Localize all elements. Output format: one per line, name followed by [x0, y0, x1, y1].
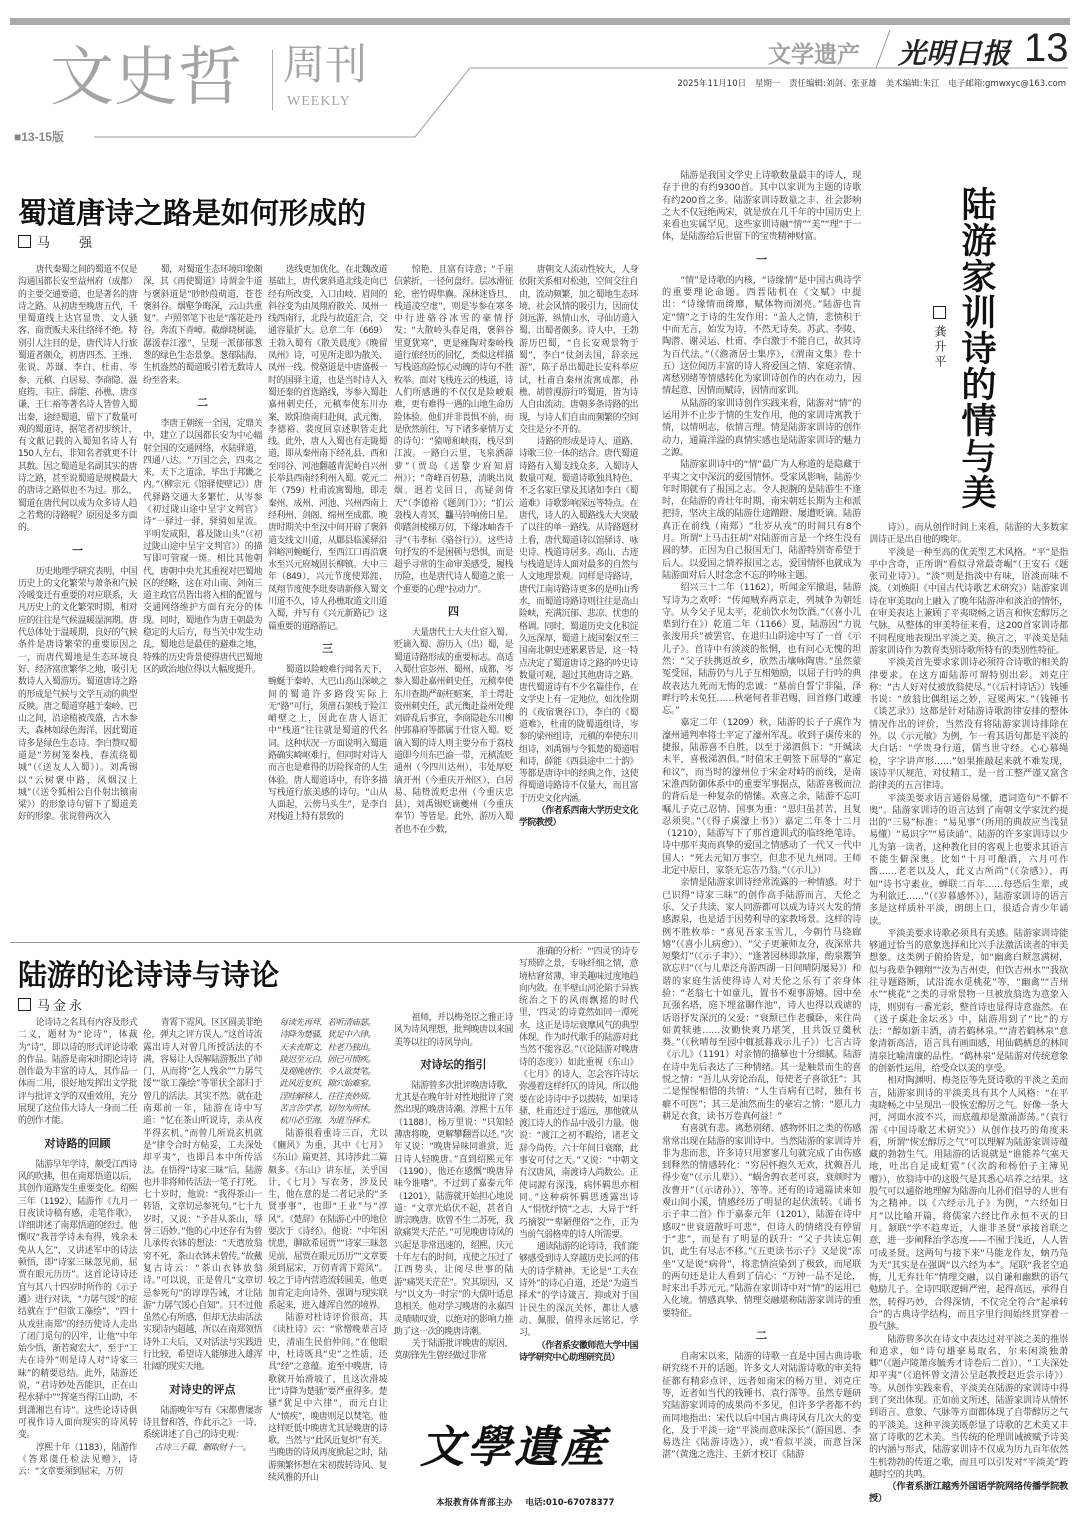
author-box-icon: [18, 235, 31, 248]
paragraph: 陆游晚年写有《宋都曹屡寄诗且督和答，作此示之》一诗，系统讲述了自己的诗史观：: [143, 1405, 262, 1441]
article1-column: [268, 264, 387, 824]
paragraph: 淳熙十年（1183），陆游作《答郑虞任检法见赠》，诗云：“文章要须到屈宋，万仞: [18, 1442, 137, 1478]
article3-column: [662, 170, 861, 1462]
article2-column: [18, 1017, 137, 1478]
literary-heritage-logo: [420, 1420, 608, 1476]
article-divider: [10, 942, 640, 943]
poem-line: 陵迟至元白，固已可愤疾。: [279, 1054, 376, 1065]
paragraph: 准确的分析：“‘四灵’的诗专写琐碎之景，专咏纤细之情，意境枯窘贫薄，审美趣味过度地趋向内敛。在半壁山河沦陷于异族统治之下的风雨飘摇的时代里，‘四灵’的诗竟然如同一潭死水，这正是诗坛衰靡风气的典型体现。作为时代歌手的陆游对此当然不能容忍。”（《论陆游对晚唐诗的态度》）如此重视《东山》《七月》的诗人，怎会容许诗坛弥漫着这样纤仄的诗风。所以他要在论诗诗中予以拨转，如果诗骚、杜甫还过于遥远，那他就从渡江诗人的作品中汲引力量。他说：“渡江之初不暇给，诸老文辞今尚传。六十年间日衰靡，此事安可付之天。”又说：“中朝文有汉唐风，南渡诗人尚数公。正使词源有深浅，病怀羁思亦相同。”这种病怀羁思透露出诗人“悁忧纾愤”之志，大异于“纤巧摘裂”“卑陋俚俗”之作，正为当前气弱格卑的诗人所需要。: [519, 947, 638, 1240]
poem-line: 杭川必至海，为道当择术。: [279, 1116, 376, 1127]
paragraph: 蜀道以险峻难行闻名天下，蜿蜒于秦岭、大巴山高山深峡之间的蜀道许多路段实际上无“路”可行，须凿石架栈于险江峭壁之上，因此在唐人语汇中“栈道”往往就是蜀道的代名词。这种状况一方面说明入蜀道路确实崎岖难行，但同时对诗人而言也是难得的历险探奇的人生体验。唐人蜀道诗中，有许多描写栈道行旅美感的诗句。“山从人面起，云傍马头生”，是李白对栈道上特有景致的: [268, 664, 387, 823]
author-name: 马 强: [37, 236, 101, 251]
paragraph: 亲情是陆游家训诗经常流露的一种情感。对于已识得“诗家三昧”的创作高手陆游而言，天伦之乐、父子共读、家人同游都可以成为诗兴大发的情感源泉，也是适于因势利导的家教场景。这样的诗例不胜枚举：“喜见吾家玉雪儿，今朝竹马绕廊嬉”（《喜小儿病愈》）、“父子更兼师友分，夜深常共短檠灯”（《示子聿》）、“逢著园林即款扉，酌泉鬻笋欲忘归”（《与儿辈泛舟游西湖一日间晴阴屡易》）和谐的家庭生活使得诗人对天伦之乐有了亲身体验：“老翁七十如童儿，置书不观事游嬉。园中垒瓦强名塔，庭下埋盆聊作池”，诗人也得以戏谑的话语抒发深沉的父爱：“衰颓已作老骥卧，来往尚如黄犊驰……汝勤快爽乃堪笑，且共饭豆羹秋葵。”（《秋晴每至园中辄抵暮戏示儿子》）七言古诗《示儿》（1191）对亲情的描摹也十分细腻。陆游在诗中先后表达了三种情绪。其一是触景而生的喜悦之情：“吾儿从旁论治乱，每使老子喜欲狂”；其二是惺惺相惜的共情：“人生百病有已时，独有书癖不可医”；其三是油然而生的豪宕之情：“愿儿力耕足衣食，读书万卷真何益！”: [662, 877, 861, 1122]
section-heading: 一: [756, 252, 767, 266]
poem-line: 此风近复炽，隙穴始难窒。: [279, 1079, 376, 1090]
paragraph: 陆游是我国文学史上诗歌数量最丰的诗人，现存于世的有约9300首。其中以家训为主题的诗歌有约200首之多。陆游家训诗数量之丰、社会影响之大不仅冠绝两宋，就是放在几千年的中国历史上来看也实属罕见。这些家训诗融“情”“美”“理”于一体，是陆游给后世留下的宝贵精神财富。: [662, 170, 861, 243]
poem-line: 天未丧斯文，杜老乃独出。: [279, 1042, 376, 1053]
author-credit: （作者系浙江越秀外国语学院网络传播学院教授）: [869, 1481, 1068, 1505]
article1-column: [519, 264, 638, 830]
page-number: 13: [1024, 26, 1069, 70]
paragraph: 通读陆游的论诗诗，我们能够感受到诗人穿越历史长河的伟大的诗学精神。无论是“工夫在诗外”的诗心自道，还是“为道当择术”的学诗箴言，抑或对于国计民生的深沉关怀，都让人感动、佩服，值得永远铭记、学习。: [519, 1242, 638, 1339]
paragraph: 自南宋以来，陆游的诗歌一直是中国古典诗歌研究绕不开的话题。许多文人对陆游诗歌的审美特征都有精彩点评，远者如南宋的杨万里、刘克庄等，近者如当代的钱锺书、袁行霈等。虽然专题研究陆游家训诗的成果尚不多见，但许多学者都不约而同地指出：宋代以后中国古典诗风有几次大的变化，及于平淡一途“平淡而意味深长”（游国恩、李易选注《陆游诗选》），或“看似平淡，而意旨深湛”（黄逸之选注、王新才校订《陆游: [662, 1351, 861, 1461]
section-heading: 对诗史的评点: [169, 1382, 236, 1396]
page-range: ■13-15版: [14, 130, 64, 144]
paragraph: 选线更加优化。在北魏改道基础上，唐代褒斜道北线走向已经有所改变，入口由岐、眉间的斜谷变为由凤翔府散关、凤州一线西南行，北段与故道汇合，交通容量扩大。总章二年（669）王勃入蜀有《散关晨度》《晚留凤州》诗，可见所走即为散关、凤州一线。傥骆道是中唐盛极一时的国驿主道，也是当时诗人入蜀还秦的首选路线，岑参入蜀赴嘉州刺史任，元稹奉使东川办案，欧阳詹南归赴闽，武元衡、李德裕、裴度回京述职皆走此线。此外，唐人入蜀也有走陇蜀道，即从秦州南下经礼县、西和至同谷、河池翻越青泥岭自兴州长举县西南经利州入蜀。乾元二年（759）杜甫流寓蜀地，即走秦州、成州、河池、兴州西南上经利州、剑阁、绵州至成都。晚唐时期关中至汉中间开辟了褒斜道支线文川道，从郿县临溪驿沿斜峪河蜿蜒行，至西江口再沿褒水至兴元府城固长柳镇。大中三年（849），兴元节度使郑涯、凤翔节度使李玭奏请新修入蜀文川道不久，诗人孙樵取道文川道入蜀，并写有《兴元新路记》这篇重要的道路游记。: [268, 265, 387, 632]
paragraph: 祖师，并以梅尧臣之雅正诗风为诗风理想，批判晚唐以来圆美等以往的诗风导向。: [394, 1013, 513, 1048]
article2-title: 陆游的论诗诗与诗论: [18, 958, 280, 992]
paragraph: 关于陆游批评晚唐的原因，莫砺锋先生曾经做过非常: [394, 1339, 513, 1362]
author-credit: （作者系西南大学历史文化学院教授）: [519, 806, 638, 829]
section-heading: 对诗坛的指引: [420, 1057, 487, 1071]
phone: 电话:010-67078377: [525, 1498, 615, 1508]
paragraph: 惊艳，且富有诗意；“千崖信萦折，一径何盘纡。层冰滑征轮，密竹碍隼旟。深林迷昏旦，栈道凌空虚”，则是岑参在寒冬中行进骆谷冰雪的豪情抒发；“大散岭头春足雨，褒斜谷里夏犹寒”，更是雍陶对秦岭栈道行旅经历的回忆，类似这样描写栈道高险惊心动魄的诗句不胜枚举。面对飞栈连云的栈道，诗人们所感遇的不仅仅是险峻艰难，更有难得一遇的山地生命历险体验。他们并非畏惧不前，而是欣然前往，写下诸多豪情万丈的诗句：“猿啼和峡雨，栈尽到江波。一路白云里，飞泉洒薜萝”（贾岛《送黎少府知眉州》）；“奇峰百仞悬，清眺出岚烟。迥若戈回日，高疑剑倚天”（李德裕《题剑门》）；“扪云袅栈人青冥，龘马铃响傍日星。仰踏剑棱梯万仞，下缘冰岫杳千寻”（韦孝标《骆谷行》）。这些诗句抒发的不是困顿与恐惧，而是超乎寻常的生命审美感受，履栈历险，也是唐代诗人蜀道之旅一个重要的心理“拉动力”。: [394, 265, 513, 595]
paragraph: 李唐王朝统一全国，定鼎关中，建立了以国都长安为中心辐射全国的交通网络，水陆驿道，四通八达。“万国之会，四夷之来，天下之道涂，毕出于邦畿之内。”（柳宗元《馆驿使壁记》）唐代驿路交通大多繁忙，从岑参《初过陇山途中呈宇文判官》诗“一驿过一驿，驿骑如星流。平明发咸阳，暮及陇山头”（《初过陇山途中呈宇文判官》）的描写即可管窥一斑。相比其他朝代，唐朝中央尤其重视对巴蜀地区的经略，这在对山南、剑南三道主政官员皆出将入相的配置与交通网络维护方面有充分的体现。同时，蜀地作为唐王朝最为稳定的大后方，每当关中发生动乱，蜀地总是最佳的避难之地，特殊的历史背景使得唐代巴蜀地区的政治地位得以大幅度提升。: [143, 418, 262, 675]
poem-line: 每读先再拜，若听清庙瑟。: [279, 1018, 376, 1028]
paragraph: 从陆游的家训诗创作实践来看，陆游对“情”的运用并不止步于情的生发作用，他的家训诗寓教于情，以情明志，依情言理。情是陆游家训诗的创作动力，通篇洋溢的真情实感也是陆游家训诗的魅力之源。: [662, 397, 861, 458]
art-editor: 美术编辑:朱江: [885, 79, 940, 89]
paragraph: 平淡美要求语言通俗易懂，遣词造句“不僻不奥”。陆游家训诗的语言达到了南朝文学家沈约提出的“三易”标准：“易见事”（所用的典故应当浅显易懂）“易识字”“易读诵”。陆游的许多家训诗以少儿为第一读者，这种教化目的客观上也要求其语言不能生僻深奥。比如“十月可酿酒，六月可作酱……老老以及人，此义古所尚”（《杂感》），再如“诗书守素业，蝉联二百年……每恐后生辈，或为利欲迁……”（《岁暮感怀》），陆游家训诗的语言多是这样质朴平淡，朗朗上口，很适合青少年诵读。: [869, 792, 1068, 927]
paragraph: 绍兴三十二年（1162），听闻金军撤退，陆游写诗为之欢呼：“传闻贼弃两京走，列城争为朝廷守。从今父子见太平，花前饮水勿饮酒。”（《喜小儿辈到行在》）乾道二年（1166）夏，陆游因“力说张浚用兵”被罢官，在退归山阴途中写了一首《示儿子》。首诗中有淡淡的怅惘，也有问心无愧的坦然：“父子扶携返故乡，欣然击壤咏陶唐。”虽然蒙冤受屈，陆游仍与儿子互相勉励，以屈子行吟的典故表达九死而无悔的忠诚：“墓前自誓宁非隘，泽畔行吟未免狂……秋毫何者非君赐，回首修门敢遽忘。”: [662, 582, 861, 717]
logo-text: 文學遺產: [420, 1422, 608, 1473]
column-footer: [436, 1496, 624, 1508]
author-name: 马金永: [37, 999, 86, 1014]
section-heading: 三: [322, 641, 333, 655]
paragraph: 陆游家训诗中的“情”最广为人称道的是隐藏于平夷之文中深沉的爱国情怀。受家风影响，陆游少年时期就有了报国之志。令人扼腕的是陆游生不逢时，在陆游的青壮年时期，南宋朝廷长期为主和派把持，坚决主战的陆游仕途蹭蹬、屡遭贬谪。陆游真正在前线（南郑）“壮岁从戎”的时间只有8个月。所谓“上马击狂胡”对陆游而言是一个终生没有圆的梦。正因为自己报国无门，陆游特别寄希望于后人。以爱国之情养报国之志，爱国情怀也就成为陆游面对后人时念念不忘的吟咏主题。: [662, 459, 861, 581]
author-credit: （作者系安徽师范大学中国诗学研究中心助理研究员）: [519, 1340, 638, 1363]
paragraph: 平淡美首先要求家训诗必须符合诗歌的相关韵律要求。在这方面陆游可谓特别出彩。刘克庄称：“古人好对仗被放翁使尽。”（《后村诗话》）钱锺书说：“放翁比偶组运之妙，冠冕两宋。”（钱锺书《谈艺录》）这都是针对陆游诗歌韵律安排的整体情况作出的评价，当然没有将陆游家训诗排除在外。以《示元敏》为例，乍一看其语句都是平淡的大白话：“学贵身行道，儒当世守经。心心慕绳检，字字讲声形……”如果推敲起来就不难发现，该诗平仄规范、对仗精工，是一首工整严谨又富含韵律美的五言律诗。: [869, 657, 1068, 792]
article1-title: 蜀道唐诗之路是如何形成的: [18, 196, 367, 230]
organizer: 本报教育体育部主办: [436, 1498, 513, 1508]
paragraph: 陆游早年学诗，颇受江西诗风的吹拂，但在南郑悟道以后，其创作道路发生重要变化。绍熙三年（1192），陆游作《九月一日夜读诗稿有感，走笔作歌》，详细讲述了南郑悟道的经过。他慨叹“我昔学诗未有得，残余未免从人乞”，又讲述军中的诗法顿悟，即“诗家三昧忽见前，屈贾在眼元历历”。这首论诗诗还宜与其八十四岁时所作的《示子遹》进行对读，“力孱气馁”的症结就在于“但欲工藻绘”，“四十从戎驻南郑”的经历使诗人走出了闭门觅句的囚牢，让他“中年始少悟，渐若窥宏大”，至于“工夫在诗外”则是诗人对“诗家三昧”的精要总结。此外，陆游还说，“君诗妙处吾能识，正在山程水驿中”“挥毫当得江山助，不到潇湘岂有诗”。这些论诗诗俱可视作诗人面向现实的诗风转变。: [18, 1159, 137, 1441]
author-name: 龚升平: [933, 325, 947, 370]
article3-title: 陆游家训诗的情与美: [956, 186, 997, 510]
poem-line: 诗降为楚骚，犹足中六律。: [279, 1030, 376, 1041]
article2-column: [143, 1017, 262, 1454]
paragraph: 大量唐代士大夫仕宦入蜀、贬谪入蜀、游历入（出）蜀，是蜀道诗路形成的重要标志。高适入蜀仕宦彭州、蜀州、成都，岑参入蜀赴嘉州刺史任，元稹奉使东川查勘严砺枉赃案，羊士谔赴资州刺史任，武元衡赴益州处理刘辟乱后事宜，李商隐赴东川柳仲郢幕府等都属于仕宦入蜀。贬谪入蜀的诗人则主要分布于荔枝道即今川东巴渝一带，元稹流贬通州（今四川达州），韦处厚贬谪开州（今重庆开州区），白居易、陆贽流贬忠州（今重庆忠县），刘禹锡贬谪夔州（今重庆奉节）等皆是。此外，游历入蜀者也不在少数，: [394, 628, 513, 835]
section-heading: 一: [72, 543, 83, 557]
paragraph: 历史地理学研究表明，中国历史上的文化繁荣与萧条和气候冷暖变迁有重要的对应联系，大凡历史上的文化繁荣时期，相对应的往往是气候温暖湿润期。唐代总体处于温暖期，良好的气候条件是唐诗繁荣的重要原因之一，而唐代蜀地是生态环境良好、经济富庶繁华之地，吸引无数诗人入蜀游历。蜀道唐诗之路的形成是气候与文学互动的典型反映。唐之蜀道穿越于秦岭、巴山之间，沿途植被茂盛，古木参天，森林如绿色海洋，因此蜀道诗多是绿色生态诗。李白赞叹蜀道是“芳树笼秦栈，春流绕蜀城”（《送友人入蜀》）。刘禹锡以“云树褒中路，风烟汉上城”（《送令狐相公自仆射出镇南梁》）的形象诗句留下了蜀道美好的形象。张说曾两次入: [18, 566, 137, 823]
author-box-icon: [18, 998, 31, 1011]
article1-column: [143, 264, 262, 676]
article3-author: [932, 306, 949, 370]
paragraph: “情”是诗歌的内核，“诗缘情”是中国古典诗学的重要理论命题。西晋陆机在《文赋》中提出：“诗缘情而绮靡，赋体物而浏亮。”陆游也肯定“情”之于诗的生发作用：“盖人之情，悲愤积于中而无言，始发为诗，不然无诗矣。苏武、李陵、陶潜、谢灵运、杜甫、李白激于不能自已，故其诗为百代法。”（《澹斋居士集序》，《渭南文集》卷十五）这位阅历丰富的诗人将爱国之情、家庭亲情、离愁别绪等情感转化为家训诗创作的内在动力，因情起意，因情而赋诗，因情而家训。: [662, 274, 861, 397]
article1-author: [18, 232, 100, 251]
paragraph: 陆游对杜诗评价很高，其《读杜诗》云：“常憎晚辈言诗史，清庙生民伯仲间。”在他眼中，杜诗既具“史”之性质，还具“经”之意蕴。迨至中晚唐，诗歌就开始滑坡了，且这次滑坡比“诗降为楚骚”要严重得多。楚骚“犹足中六律”，而元白让人“愤疾”，晚唐则足以焚笔。他这样贬低中晚唐尤其是晚唐的诗歌，当然与“此风近复炽”有关。当晚唐的诗风再度掀起之时，陆游频繁怀想在宋初拨转诗风、复续风雅的开山: [268, 1313, 387, 1483]
article1-column: [18, 264, 137, 824]
article2-column: [268, 1017, 387, 1484]
issue-info: [560, 77, 1066, 89]
article2-column: [394, 1012, 513, 1363]
issue-date: 2025年11月10日: [677, 79, 747, 89]
poem-line: 淫哇解移人，往往丧妙质。: [279, 1091, 376, 1102]
paragraph: 陆游曾多次批评晚唐诗歌，尤其是在晚年针对性地批评了突然出现的晚唐诗潮。淳熙十五年（1188），杨万里说：“只知轻薄唐将晚，更解攀翻晋以还。”次年又说：“晚唐异味同谁赏，近日诗人轻晚唐。”直到绍熙元年（1190），他还在感慨“晚唐异味今谁嗜”。不过到了嘉泰元年（1201），陆游就开始担心地说道：“文章光焰伏不起，甚者自谓宗晚唐。欧曾不生二苏死，我欲痛哭天茫茫。”可见晚唐诗风的兴起是非常迅速的，绍熙、庆元十年左右的时间，戎使之压过了江西势头，让阅尽世事的陆游“痛哭天茫茫”。究其原因，又与“以文为一时宗”的大儒叶适息息相关。他对学习晚唐的永嘉四灵啧啧叹赏，以绝对的影响力推助了这一次的晚唐诗潮。: [394, 1080, 513, 1337]
masthead-rule: [0, 0, 1080, 150]
section-name: 文学遗产: [768, 42, 860, 68]
newspaper-logo: 光明日报: [898, 37, 1011, 70]
article3-column: [869, 522, 1068, 1506]
weekly-title: 周刊: [283, 40, 368, 89]
paragraph: 诗》）。而从创作时间上来看，陆游的大多数家训诗正是出自他的晚年。: [869, 522, 1068, 546]
paragraph: 唐代秦蜀之间的蜀道不仅是沟通国都长安至益州府（成都）的主要交通要道，也是著名的唐诗之路。从初唐至晚唐五代，千里蜀道线上达官显贵、文人骚客、商贾贩夫来往络绎不绝。特别引人注目的是，唐代诗人行旅蜀道者颇众，初唐四杰、王维、张说、苏颋、李白、杜甫、岑参、元稹、白居易、李商隐、温庭筠、韦庄、薛能、孙樵、唐彦谦、王仁裕等著名诗人皆曾入蜀出秦，途经蜀道，留下了数量可观的蜀道诗，据笔者初步统计，有文献记载的入蜀知名诗人有150人左右，非知名者就更不计其数。因之蜀道是名副其实的唐诗之路，甚至说蜀道是规模最大的唐诗之路似也不为过。那么，蜀道在唐代何以成为众多诗人趋之若鹜的诗路呢？原因是多方面的。: [18, 265, 137, 534]
author-box-icon: [933, 306, 946, 319]
paragraph: 有喜就有悲。离愁别绪、感物怀旧之类的伤感常常出现在陆游的家训诗中。当然陆游的家训诗并非为悲而悲，许多诗只用寥寥几句就完成了由伤感到释然的情感转化：“穷居怀抱久无欢，扰赖吾儿得少宽”（《示儿辈》）、“蜗舍鹑衣老可哀，衰颜时为汝曹开”（《示诸孙》），等等。还有的诗通篇读来如观山间小溪，情感经历了明显的起伏流转。《诵书示子聿二首》作于嘉泰元年（1201），陆游在诗中感叹“世衰道散吁可悲”，但诗人的情绪没有停留于“悲”，而是有了明显的跃升：“父子共读忘朝饥，此生有尽志不移。”《五更读书示子》又是说“冻坐”又是说“病骨”，将悲情渲染到了极致，而尾联的两句还是让人看到了信心：“万钟一品不足论，时来出手苏元元。”陆游在家训诗中对“情”的运用已入化境。情感真挚、情理交融堪称陆游家训诗的重要特征。: [662, 1123, 861, 1319]
article1-column: [394, 264, 513, 836]
email: 电子邮箱:gmwxyc@163.com: [948, 79, 1066, 89]
paragraph: 陆游曾多次在诗文中表达过对平淡之美的推崇和追求，如“诗句雄豪易取名，尔来闲淡独萧卿”（《题卢陵萧彦毓秀才诗卷后二首》）、“工夫深处却平夷”（《追怀曾文清公呈赵教授赵近尝示诗》）等。从创作实践来看，平淡美在陆游的家训诗中得到了突出体现。正如前文所述，陆游家训诗从情怀到语言、意象、气脉等方面都体现了自带醇厉之气的平淡美。这种平淡美既彰显了诗歌的艺术美又丰富了诗歌的艺术美。当传统的伦理训诫被赋予诗美的内涵与形式，陆游家训诗不仅成为历九百年依然生机勃勃的传道之歌，而且可以引发对“平淡美”跨越时空的共鸣。: [869, 1333, 1068, 1480]
paragraph: 平淡美要求诗歌必须具有美感。陆游家训诗能够通过恰当的意象选择和比兴手法激活读者的审美想象。这类例子俯拾皆是，如“幽禽白颊忽满树，似与我辈争翱翔”“汝为吉州吏，但饮吉州水”“我欲往寻题路断，试沿流水觅桃花”等，“幽禽”“吉州水”“桃花”之类的寻常景物一旦被放翁选为意象入诗，则别有一番光彩，整首诗也显得诗意盎然。在《送子虡赴金坛丞》中，陆游用到了“比”的方法：“醇如新丰酒，清若鹤林泉。”“清若鹤林泉”意象清新高洁，语言具有画面感，用仙鹤栖息的林间清泉比喻清廉的品性。“鹤林泉”是陆游对传统意象的创新性运用，给受众以美的享受。: [869, 927, 1068, 1075]
issue-weekday: 星期一: [754, 79, 781, 89]
weekly-english: WEEKLY: [287, 94, 351, 109]
paragraph: 诗路的形成是诗人、道路、诗歌三位一体的结合。唐代蜀道诗路有入蜀支线众多、入蜀诗人数量可观、蜀道诗歌独具特色、不乏名家巨擘及其诸如李白《蜀道难》诗歌影响深远等特点。在唐代，诗人的入蜀路线大大突破了以往的单一路线。从诗路题材上看，唐代蜀道诗以馆驿诗、咏史诗、栈道诗居多。高山、古迹与栈道是诗人面对最多的自然与人文地理景观。同样是诗路诗，唐代江南诗路诗更多的是明山秀水，而蜀道诗路诗则往往是高山险峡，充满沉郁、悲凉、忧患的格调。同时，蜀道历史文化积淀久远深厚，蜀道上战国秦汉至三国南北朝史迹累累皆是，这一特点决定了蜀道唐诗之路的吟史诗数量可观，超过其他唐诗之路。唐代蜀道诗有不少名篇佳作，在文学史上有一定地位，如沈佺期的《夜宿褒谷口》，李白的《蜀道难》，杜甫的陇蜀道组诗，岑参的梁州组诗，元稹的奉使东川组诗，刘禹锡与令狐楚的蜀道唱和诗，薛能《西县途中二十韵》等都是唐诗中的经典之作，这使得蜀道诗路诗不仅量大，而且富于历史文化内涵。: [519, 437, 638, 804]
paragraph: 青霄下霓风。区区圆美非绝伦，弹丸之评方误人。”这首诗流露出诗人对曾几所授活法的不满，容易让人误解陆游叛出了师门，从而将“乞人残余”“力孱气馁”“欲工藻绘”等罪状全部归于曾几的活法。其实不然。就在赴南郑前一年，陆游在诗中写道：“忆在茶山听说诗，亲从夜半得玄机。”而曾几所说玄机就是“律令合时方帖妥，工夫深处却平夷”，也即吕本中所传活法。在悟得“诗家三昧”后，陆游也并非将师传活法一笔子打死。七十岁时，他说：“我得茶山一转语，文章切忌参死句。”七十九岁时，又说：“予昔从茶山，辱誉三语妙。”他的心中还存有为曾几承传衣钵的想法：“天遣放翁穷不死，茶山衣钵未曾传。”故戴复古诗云：“茶山衣钵放翁诗。”可以说，正是曾几“文章切忌参死句”的谆谆告诫，才让陆游“力孱气馁心自知”。只不过他虽然心有所感，但却无法由活法实现诗内超越，所以在南郑领悟诗外工夫后，又对活法与实践进行比较，希望诗人能够进入雄浑壮阔的现实天地。: [143, 1018, 262, 1373]
paragraph: 论诗诗之名具有内容及形式二义，题材为“论诗”，体裁为“诗”，即以诗的形式评论诗歌的作品。陆游是南宋时期论诗诗创作最为丰富的诗人，其作品一体而二用，很好地发挥出文学批评与批评文学的双重效用，充分展现了这位伟大诗人一身而二任的创作才能。: [18, 1018, 137, 1127]
paragraph: 平淡是一种至高的优美型艺术风格。“平”是指平中含奇，正所谓“看似寻常最奇崛”（王安石《题张司业诗》）。“淡”则是指淡中有味，语淡而味不淡。（刘焕阳《中国古代诗歌艺术研究》）陆游家训诗在审美取向上融入了晚年陆游冲和淡泊的情怀，在审美表达上兼顾了平夷晓畅之语言和恢宏醇厉之气脉。从整体的审美特征来看，这200首家训诗都不同程度地表现出平淡之美。换言之，平淡美是陆游家训诗作为教育类别诗歌所特有的类别性特征。: [869, 546, 1068, 656]
article2-column: [519, 946, 638, 1364]
paragraph: 陆游很看重诗三百，尤以《豳风》为重，其中《七月》《东山》篇更甚，其诗涉此二篇颇多。《东山》讲东征，关乎国计，《七月》写农务，涉及民生，他在意的是二者记录的“圣贤事事”，也即“王业”与“淳风”。《楚辞》在陆游心中的地位要次于《诗经》。他说：“中年困忧患，聊欲希屈贾”“诗家三昧忽见前，屈贾在眼元历历”“文章要须到屈宋，万仞青霄下霓风”。较之于诗内营造流转圆美，他更加肯定走向诗外，强调与现实联系起来，进入雄浑自然的境界。: [268, 1128, 387, 1311]
poem-line: 及观晚唐作，令人欲焚笔。: [279, 1067, 376, 1078]
supplement-title: 文史哲: [50, 41, 242, 115]
section-heading: 二: [197, 395, 208, 409]
section-heading: 四: [448, 605, 459, 619]
paragraph: 蜀，对蜀道生态环境印象颇深，其《再使蜀道》诗谓金牛道与褒斜道是“眇眇葭萌道，苍苍褒斜谷。烟壑争晦深，云山共重复”。卢照邻笔下也是“落花赴丹谷，奔流下青嶂。截嶭晓树澁，潺湲春江涨”，呈现一派郁郁葱葱的绿色生态景象。葱郁陆海、生机盎然的蜀道吸引着无数诗人纷至沓来。: [143, 265, 262, 386]
poem-line: 苦言告学者，切勿为所怵。: [279, 1104, 376, 1115]
article2-author: [18, 995, 85, 1014]
paragraph: 唐朝文人流动性较大，人身依附关系相对松弛，空间交往自由，流动频繁，加之蜀地生态环境、社会风情的吸引力，因而仗剑远游，纵情山水，寻仙访道入蜀、出蜀者颇多。诗人中，王勃游历巴蜀，“自长安观景物于蜀”，李白“仗剑去国，辞亲远游”，陈子昂出蜀赴长安科举应试，杜甫自秦州流寓成都，孙樵、胡曾漫游行吟蜀道，皆为诗人自由流动。唐朝多条诗路的出现，与诗人们自由而频繁的空间交往是分不开的。: [519, 265, 638, 435]
paragraph: 相对陶渊明、梅尧臣等先贤诗歌的平淡之美而言，陆游家训诗的平淡美具有其个人风格：“在平夷晓畅之中呈现出一股恢宏醇厉之气。好像一条大河，河面水波不兴，而底蕴却是激涌澎荡。”（袁行霈《中国诗歌艺术研究》）从创作技巧的角度来看，所谓“恢宏醇厉之气”可以理解为陆游家训诗蕴藏的勃勃生气。用陆游的话说就是“谁能养气塞天地，吐出自足成虹霓”（《次韵和杨伯子主簿见赠》），放翁诗中的这股气是其悉心培养之结果。这股气可以通俗地理解为陆游向儿孙们倡导的人世有为之精神。以《六经示儿子》为例，“六经如日月”以比喻开篇，将儒家六经比作永恒不灭的日月。颔联“学不趋卑近，人谁非圣贤”承接首联之意，进一步阐释治学态度——不囿于浅近，人人皆可成圣贤。这两句与接下来“马能龙作友，蚋乃凫为天”其实是在强调“以六经为本”。尾联“我老空追悔，儿无弃壮年”情理交融，以自谦和幽默的语气勉励儿子。全诗四联逻辑严密，起得高远，承得自然，转得巧妙，合得深情，不仅完全符合“起承转合”的古典诗学结构，而且字里行间始终贯穿着一股气脉。: [869, 1075, 1068, 1333]
paragraph: 嘉定二年（1209）秋，陆游的长子子虡作为濠州通判率将士平定了濠州军乱。收到子虡传来的捷报，陆游喜不自胜，以至于涕泗俱下：“开缄读未半，喜极涕泗俱。”时值宋王朝签下屈辱的“嘉定和议”，而当时的濠州位于宋金对峙的前线，是南宋淮西防御体系中的重要军事据点，陆游喜极而泣的背后是一种复杂的情愫。欢喜之余，陆游不忘叮嘱儿子克己忍情、国事为重：“思归虽甚苦，且复忍须臾。”（《得子虡濠上书》）嘉定二年冬十二月（1210），陆游写下了那首遗训式的临终绝笔诗。诗中那平夷而真挚的爱国之情感动了一代又一代中国人：“死去元知万事空，但悲不见九州同。王师北定中原日，家祭无忘告乃翁。”（《示儿》）: [662, 717, 861, 877]
poem-line: 古诗三千篇，删取财十一。: [154, 1442, 251, 1453]
section-heading: 二: [756, 1329, 767, 1343]
editors: 责任编辑:刘剑、张亚雄: [789, 79, 877, 89]
section-heading: 对诗路的回顾: [44, 1136, 111, 1150]
